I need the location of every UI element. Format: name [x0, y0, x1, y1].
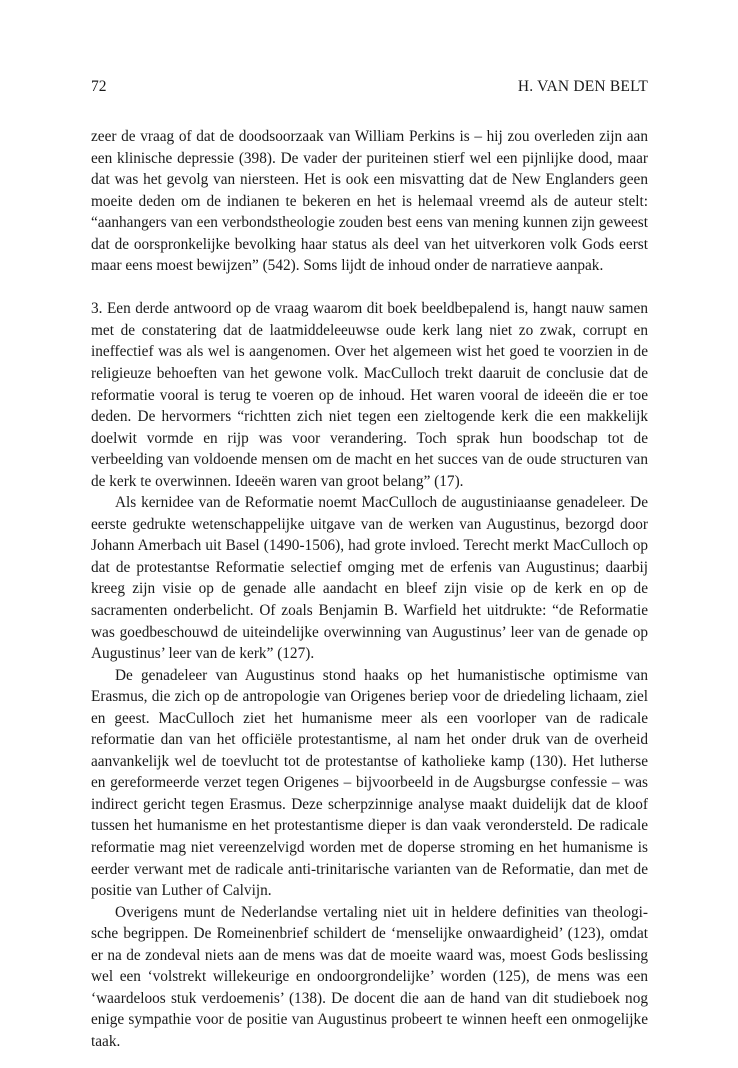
running-title: H. VAN DEN BELT	[517, 78, 648, 95]
body-text	[91, 126, 648, 1052]
book-page	[91, 76, 648, 1052]
page-number: 72	[91, 78, 107, 95]
paragraph-point-3: 3. Een derde antwoord op de vraag waarom dit boek beeldbepalend is, hangt nauw samen met de constatering dat de laatmiddeleeuwse oude kerk lang niet zo zwak, corrupt en ineffectief was als wel is aangenomen. Over het algemeen wist het goed te voorzien in de religieuze behoeften van het gewone volk. MacCulloch trekt daaruit de conclusie dat de reformatie vooral is terug te voeren op de inhoud. Het waren vooral de ideeën die er toe deden. De hervormers “richtten zich niet tegen een zieltogende kerk die een makkelijk doelwit vormde en rijp was voor verandering. Toch sprak hun boodschap tot de verbeelding van voldoende mensen om de macht en het succes van de oude structuren van de kerk te overwinnen. Ideeën waren van groot belang” (17).	[91, 300, 648, 490]
paragraph-augustinian-doctrine: Als kernidee van de Reformatie noemt MacCulloch de augustiniaanse genadeleer. De eerste gedrukte wetenschappelijke uitgave van de werken van Augustinus, bezorgd door Johann Amerbach uit Basel (1490-1506), had grote invloed. Terecht merkt MacCulloch op dat de protestantse Reformatie selectief omging met de erfenis van Augustinus; daarbij kreeg zijn visie op de genade alle aandacht en bleef zijn visie op de kerk en op de sacramenten onderbelicht. Of zoals Benjamin B. Warfield het uitdrukte: “de Reformatie was goedbeschouwd de uiteindelijke overwinning van Augustinus’ leer van de genade op Augustinus’ leer van de kerk” (127).	[91, 494, 648, 663]
paragraph-translation: Overigens munt de Nederlandse vertaling niet uit in heldere definities van theologische begrippen. De Romeinenbrief schildert de ‘menselijke onwaardigheid’ (123), omdat er na de zondeval niets aan de mens was dat de moeite waard was, moest Gods beslissing wel een ‘volstrekt willekeurige en ondoorgrondelijke’ worden (125), de mens was een ‘waardeloos stuk verdoemenis’ (138). De docent die aan de hand van dit studieboek nog enige sympathie voor de positie van Augustinus probeert te winnen heeft een onmogelijke taak.	[91, 903, 648, 1050]
paragraph-humanism: De genadeleer van Augustinus stond haaks op het humanistische optimisme van Erasmus, die zich op de antropologie van Origenes beriep voor de driedeling lichaam, ziel en geest. MacCulloch ziet het humanisme meer als een voorloper van de radicale reformatie dan van het officiële protestantisme, al nam het onder druk van de overheid aanvankelijk wel de toevlucht tot de protestantse of katholieke kamp (130). Het lutherse en gereformeerde verzet tegen Origenes – bijvoorbeeld in de Augsburgse confessie – was indirect gericht tegen Erasmus. Deze scherpzinnige analyse maakt duidelijk dat de kloof tussen het humanisme en het protestantisme dieper is dan vaak verondersteld. De radicale reformatie mag niet vereenzelvigd worden met de doperse stroming en het humanisme is eerder verwant met de radicale anti-trinitarische varianten van de Reformatie, dan met de positie van Luther of Calvijn.	[91, 666, 648, 900]
running-head	[91, 76, 648, 98]
paragraph-continued: zeer de vraag of dat de doodsoorzaak van William Perkins is – hij zou overleden zijn aan een klinische depressie (398). De vader der puriteinen stierf wel een pijnlijke dood, maar dat was het gevolg van niersteen. Het is ook een misvatting dat de New Englanders geen moeite deden om de indianen te bekeren en het is helemaal vreemd als de auteur stelt: “aanhangers van een verbondstheologie zouden best eens van mening kunnen zijn geweest dat de oorspronkelijke bevolking haar status als deel van het uitverkoren volk Gods eerst maar eens moest bewijzen” (542). Soms lijdt de inhoud onder de narratieve aanpak.	[91, 128, 648, 275]
